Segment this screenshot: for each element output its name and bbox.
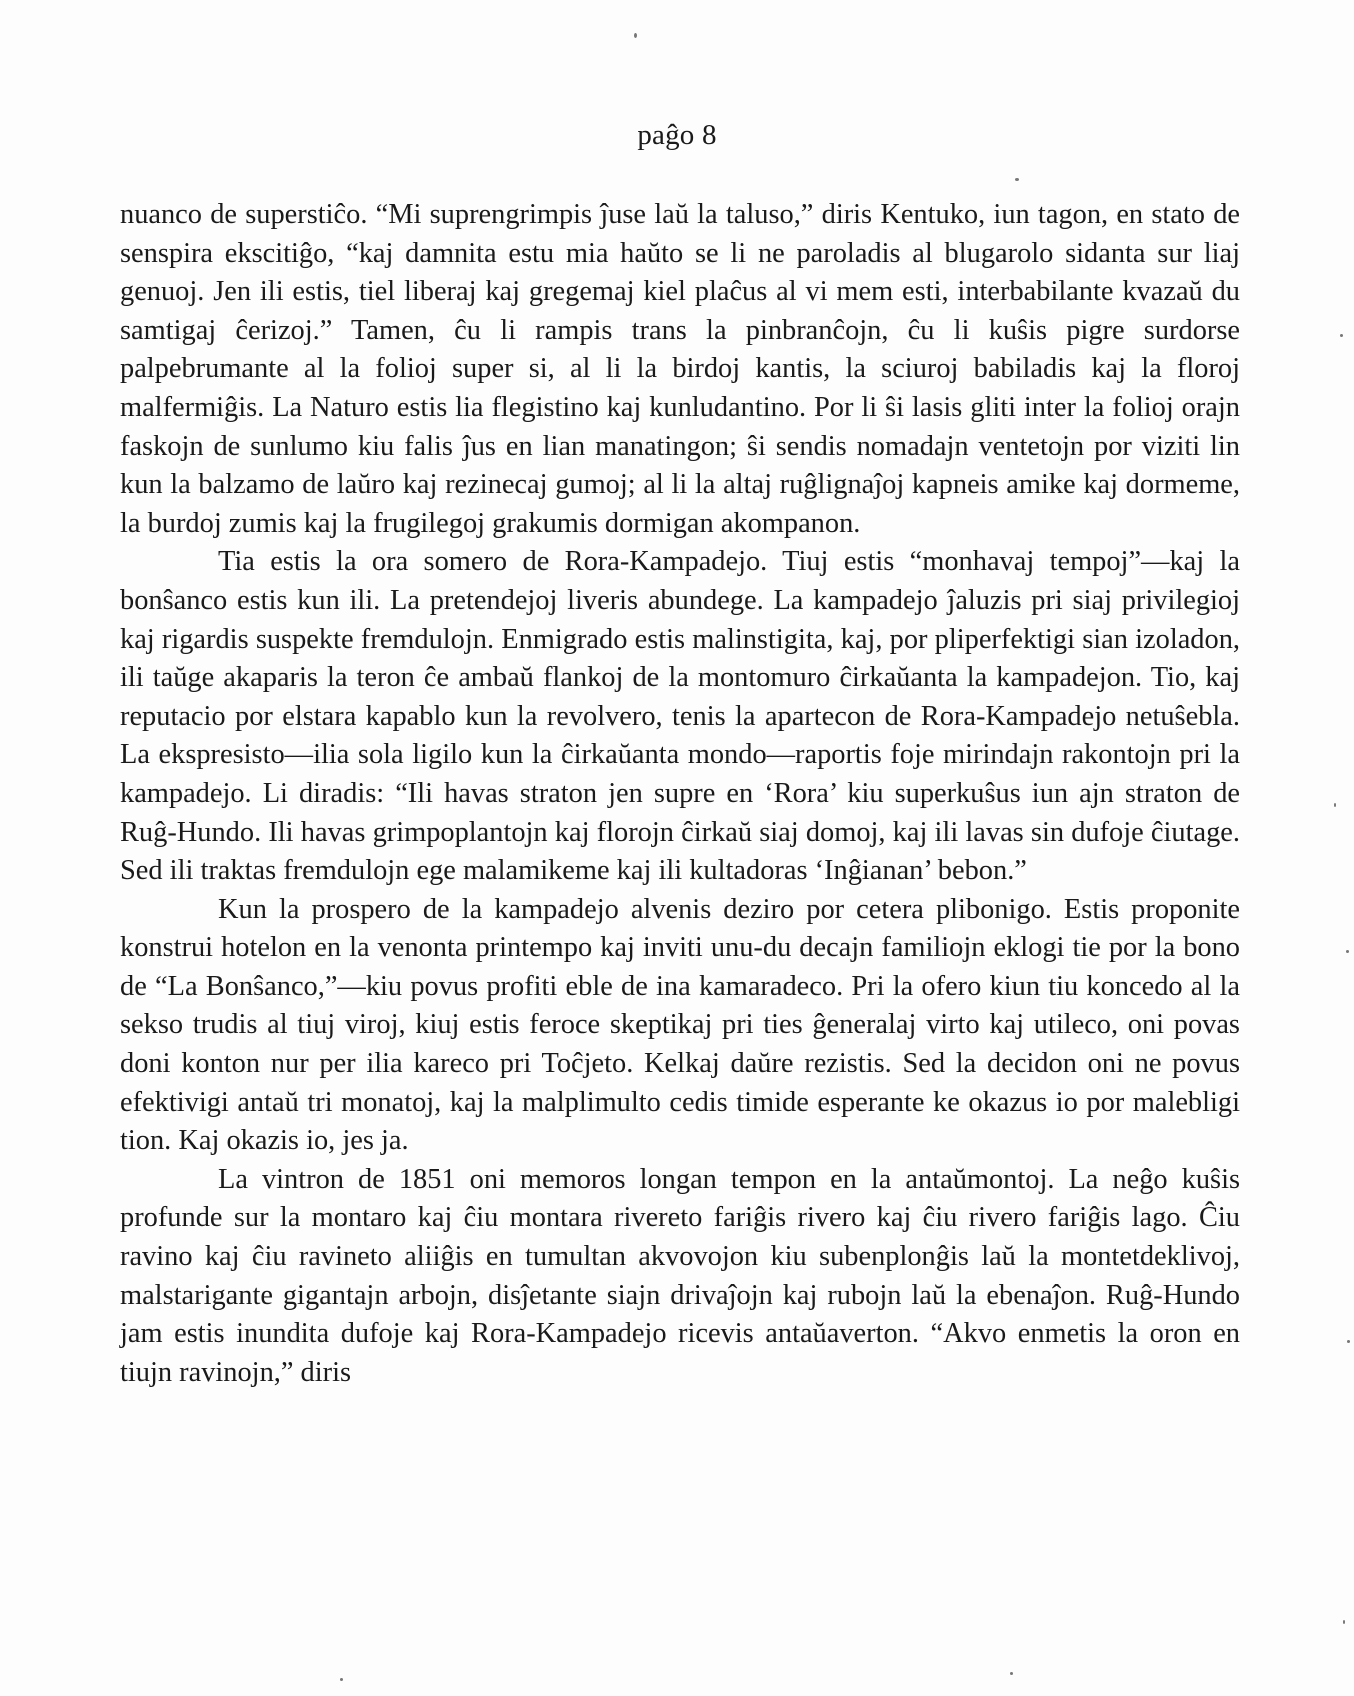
paragraph-4: La vintron de 1851 oni memoros longan tempon en la antaŭmontoj. La neĝo kuŝis profunde sur la montaro kaj ĉiu montara rivereto fariĝis rivero kaj ĉiu rivero fariĝis lago. Ĉiu ravino kaj ĉiu ravineto aliiĝis en tumultan akvovojon kiu subenplonĝis laŭ la montetdeklivoj, malstarigante gigantajn arbojn, disĵetante siajn drivaĵojn kaj rubojn laŭ la ebenaĵon. Ruĝ-Hundo jam estis inundita dufoje kaj Rora-Kampadejo ricevis antaŭaverton. “Akvo enmetis la oron en tiujn ravinojn,” diris bbox=[120, 1163, 1240, 1388]
scan-speck bbox=[1334, 803, 1336, 807]
page-header: paĝo 8 bbox=[637, 119, 717, 151]
body-text bbox=[120, 196, 1240, 1392]
paragraph-1: nuanco de superstiĉo. “Mi suprengrimpis ĵuse laŭ la taluso,” diris Kentuko, iun tagon, en stato de senspira ekscitiĝo, “kaj damnita estu mia haŭto se li ne paroladis al blugarolo sidanta sur liaj genuoj. Jen ili estis, tiel liberaj kaj gregemaj kiel plaĉus al vi mem esti, interbabilante kvazaŭ du samtigaj ĉerizoj.” Tamen, ĉu li rampis trans la pinbranĉojn, ĉu li kuŝis pigre surdorse palpebrumante al la folioj super si, al li la birdoj kantis, la sciuroj babiladis kaj la floroj malfermiĝis. La Naturo estis lia flegistino kaj kunludantino. Por li ŝi lasis gliti inter la folioj orajn faskojn de sunlumo kiu falis ĵus en lian manatingon; ŝi sendis nomadajn ventetojn por viziti lin kun la balzamo de laŭro kaj rezinecaj gumoj; al li la altaj ruĝlignaĵoj kapneis amike kaj dormeme, la burdoj zumis kaj la frugilegoj grakumis dormigan akompanon. bbox=[120, 199, 1240, 539]
scan-speck bbox=[1015, 178, 1019, 181]
scan-speck bbox=[1346, 950, 1349, 953]
scan-speck bbox=[1340, 334, 1343, 337]
scan-speck bbox=[340, 1678, 343, 1681]
paragraph-3: Kun la prospero de la kampadejo alvenis deziro por cetera plibonigo. Estis proponite konstrui hotelon en la venonta printempo kaj inviti unu-du decajn familiojn eklogi tie por la bono de “La Bonŝanco,”—kiu povus profiti eble de ina kamaradeco. Pri la ofero kiun tiu koncedo al la sekso trudis al tiuj viroj, kiuj estis feroce skeptikaj pri ties ĝeneralaj virto kaj utileco, oni povas doni konton nur per ilia kareco pri Toĉjeto. Kelkaj daŭre rezistis. Sed la decidon oni ne povus efektivigi antaŭ tri monatoj, kaj la malplimulto cedis timide esperante ke okazus io por malebligi tion. Kaj okazis io, jes ja. bbox=[120, 893, 1240, 1157]
scan-speck bbox=[1343, 1620, 1345, 1624]
paragraph-2: Tia estis la ora somero de Rora-Kampadejo. Tiuj estis “monhavaj tempoj”—kaj la bonŝanco estis kun ili. La pretendejoj liveris abundege. La kampadejo ĵaluzis pri siaj privilegioj kaj rigardis suspekte fremdulojn. Enmigrado estis malinstigita, kaj, por pliperfektigi sian izoladon, ili taŭge akaparis la teron ĉe ambaŭ flankoj de la montomuro ĉirkaŭanta la kampadejon. Tio, kaj reputacio por elstara kapablo kun la revolvero, tenis la apartecon de Rora-Kampadejo netuŝebla. La ekspresisto—ilia sola ligilo kun la ĉirkaŭanta mondo—raportis foje mirindajn rakontojn pri la kampadejo. Li diradis: “Ili havas straton jen supre en ‘Rora’ kiu superkuŝus iun ajn straton de Ruĝ-Hundo. Ili havas grimpoplantojn kaj florojn ĉirkaŭ siaj domoj, kaj ili lavas sin dufoje ĉiutage. Sed ili traktas fremdulojn ege malamikeme kaj ili kultadoras ‘Inĝianan’ bebon.” bbox=[120, 546, 1240, 887]
scan-speck bbox=[634, 33, 637, 38]
scan-speck bbox=[1010, 1672, 1013, 1675]
scan-speck bbox=[1347, 1340, 1350, 1343]
